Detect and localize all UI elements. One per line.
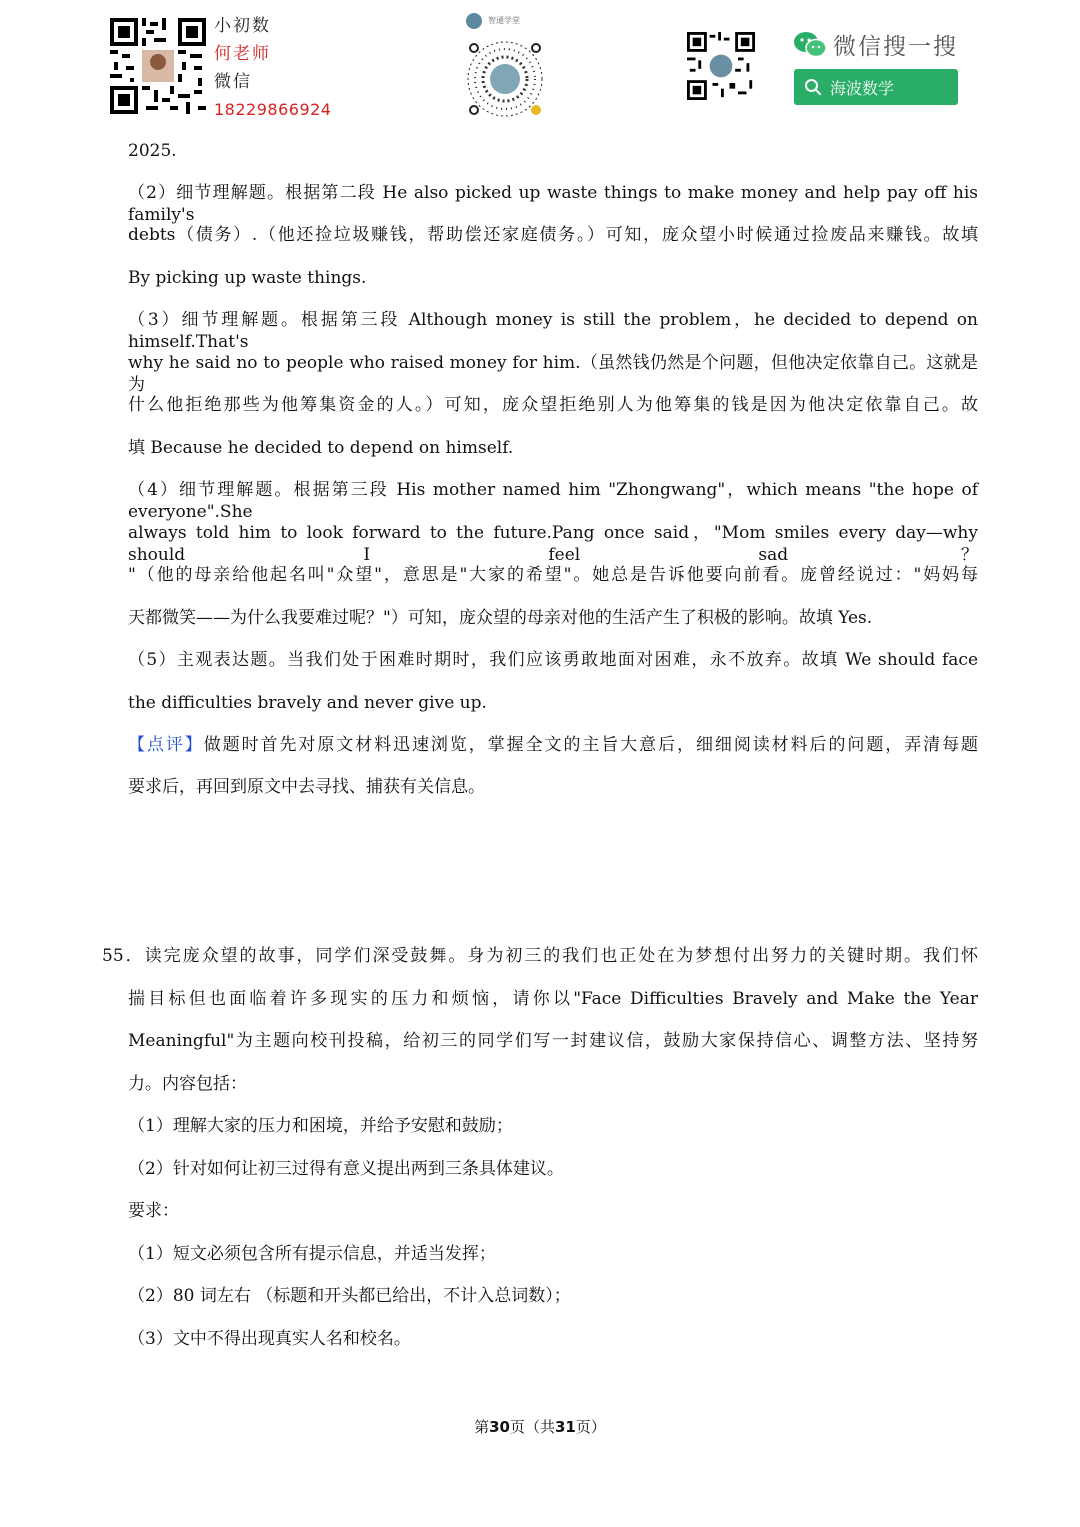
question-line: 揣目标但也面临着许多现实的压力和烦恼，请你以"Face Difficulties Bravely and Make the Year bbox=[128, 989, 978, 1009]
mini-program-label: 智通学堂 bbox=[488, 16, 520, 25]
page-total: 31 bbox=[555, 1418, 576, 1436]
text-line: debts（债务）.（他还捡垃圾赚钱，帮助偿还家庭债务。）可知，庞众望小时候通过捡废品来赚钱。故填 bbox=[128, 225, 978, 245]
page-footer bbox=[0, 1416, 1080, 1437]
contact-phone: 18229866924 bbox=[214, 100, 332, 119]
text-line: （5）主观表达题。当我们处于困难时期时，我们应该勇敢地面对困难，永不放弃。故填 We should face bbox=[128, 650, 978, 670]
account-qr-code bbox=[687, 32, 755, 100]
footer-prefix: 第 bbox=[474, 1418, 490, 1436]
question-line: （2）80 词左右 （标题和开头都已给出，不计入总词数）； bbox=[128, 1286, 571, 1306]
footer-suffix: 页） bbox=[575, 1418, 606, 1436]
question-line: （1）理解大家的压力和困境，并给予安慰和鼓励； bbox=[128, 1116, 513, 1136]
text-line: the difficulties bravely and never give up. bbox=[128, 693, 487, 713]
qr-code-icon bbox=[110, 18, 206, 114]
mini-program-code bbox=[466, 40, 544, 118]
text-line: "（他的母亲给他起名叫"众望"，意思是"大家的希望"。她总是告诉他要向前看。庞曾经说过："妈妈每 bbox=[128, 565, 978, 585]
contact-subject: 小初数 bbox=[214, 16, 271, 36]
text-line: By picking up waste things. bbox=[128, 268, 367, 288]
teacher-qr-code bbox=[110, 18, 206, 114]
comment-line bbox=[128, 734, 978, 756]
text-line: 2025. bbox=[128, 141, 177, 161]
text-line: 什么他拒绝那些为他筹集资金的人。）可知，庞众望拒绝别人为他筹集的钱是因为他决定依靠自己。故 bbox=[128, 395, 978, 415]
text-line: （2）细节理解题。根据第二段 He also picked up waste things to make money and help pay off his family's bbox=[128, 183, 978, 225]
wechat-search-label: 微信搜一搜 bbox=[833, 34, 958, 60]
comment-text: 做题时首先对原文材料迅速浏览，掌握全文的主旨大意后，细细阅读材料后的问题，弄清每题 bbox=[203, 735, 979, 755]
question-first-line bbox=[102, 945, 978, 967]
footer-mid: 页（共 bbox=[509, 1418, 555, 1436]
question-line: Meaningful"为主题向校刊投稿，给初三的同学们写一封建议信，鼓励大家保持信心、调整方法、坚持努 bbox=[128, 1031, 978, 1051]
text-line: 天都微笑——为什么我要难过呢？"）可知，庞众望的母亲对他的生活产生了积极的影响。故填 Yes. bbox=[128, 608, 873, 628]
text-line: 填 Because he decided to depend on himself. bbox=[128, 438, 514, 458]
wechat-logo-icon bbox=[793, 31, 827, 59]
question-line: （1）短文必须包含所有提示信息，并适当发挥； bbox=[128, 1244, 496, 1264]
text-line: （3）细节理解题。根据第三段 Although money is still the problem，he decided to depend on himself.That's bbox=[128, 310, 978, 352]
comment-line: 要求后，再回到原文中去寻找、捕获有关信息。 bbox=[128, 777, 485, 797]
question-text: 读完庞众望的故事，同学们深受鼓舞。身为初三的我们也正处在为梦想付出努力的关键时期。我们怀 bbox=[144, 946, 978, 966]
text-line: always told him to look forward to the future.Pang once said，"Mom smiles every day—why should I feel sad？ bbox=[128, 523, 978, 565]
wechat-search-button[interactable] bbox=[794, 69, 958, 105]
contact-wechat-label: 微信 bbox=[214, 72, 252, 92]
question-line: （3）文中不得出现真实人名和校名。 bbox=[128, 1329, 411, 1349]
page-header bbox=[0, 0, 1080, 130]
question-line: 力。内容包括： bbox=[128, 1074, 247, 1094]
search-icon bbox=[804, 78, 822, 96]
comment-tag: 【点评】 bbox=[128, 735, 204, 755]
question-line: （2）针对如何让初三过得有意义提出两到三条具体建议。 bbox=[128, 1159, 564, 1179]
mini-program-avatar bbox=[466, 13, 482, 29]
question-number: 55． bbox=[102, 946, 145, 966]
teacher-contact bbox=[214, 12, 331, 124]
page-number: 30 bbox=[489, 1418, 510, 1436]
wechat-search-keyword: 海波数学 bbox=[830, 78, 895, 98]
mini-program-code-icon bbox=[466, 40, 544, 118]
wechat-search-title bbox=[793, 28, 958, 61]
text-line: why he said no to people who raised money for him.（虽然钱仍然是个问题，但他决定依靠自己。这就是为 bbox=[128, 353, 978, 395]
question-line: 要求： bbox=[128, 1201, 179, 1221]
text-line: （4）细节理解题。根据第三段 His mother named him "Zhongwang"，which means "the hope of everyone".She bbox=[128, 480, 978, 522]
contact-teacher-name: 何老师 bbox=[214, 44, 271, 64]
qr-code-icon bbox=[687, 32, 755, 100]
